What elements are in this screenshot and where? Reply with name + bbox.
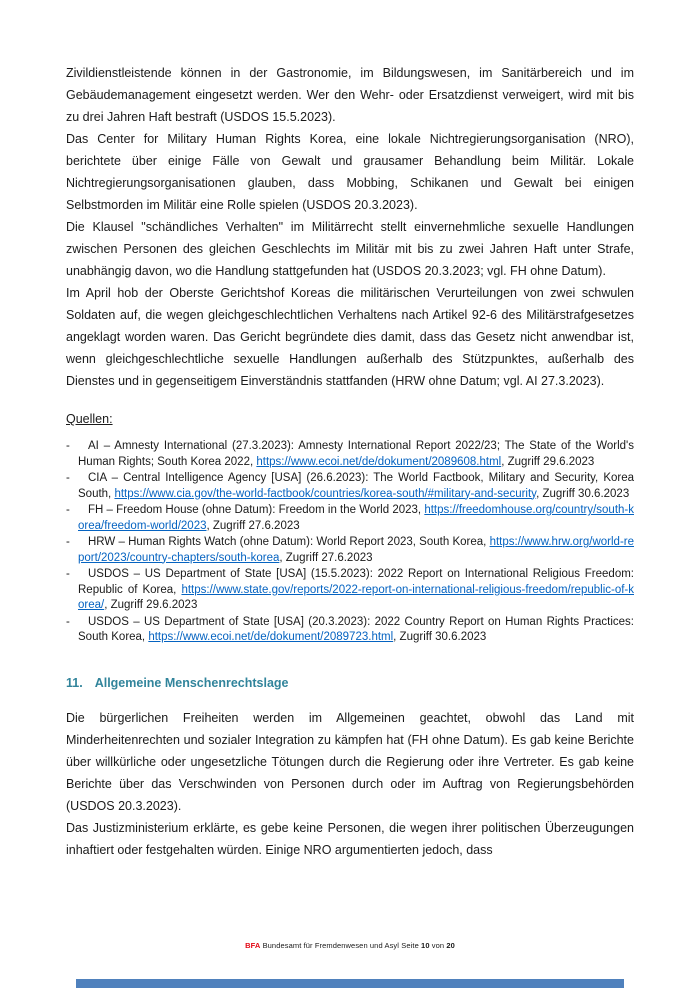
paragraph-gerichtshof-urteil: Im April hob der Oberste Gerichtshof Koreas die militärischen Verurteilungen von zwei schwulen Soldaten auf, die wegen gleichgeschlechtlichen Verhaltens nach Artikel 92-6 des Militärstrafgesetzes angeklagt worden waren. Das Gericht begründete dies damit, dass das Gesetz nicht anwendbar ist, wenn gleichgeschlechtliche sexuelle Handlungen außerhalb des Stützpunktes, außerhalb des Dienstes und in gegenseitigem Einverständnis stattfanden (HRW ohne Datum; vgl. AI 27.3.2023). xyxy=(66,286,634,388)
list-dash: - xyxy=(66,472,70,484)
source-text: , Zugriff 30.6.2023 xyxy=(393,631,487,643)
source-text: CIA – Central Intelligence Agency [USA] (26.6.2023): The World Factbook, Military and Security, Korea South, xyxy=(78,472,634,500)
list-dash: - xyxy=(66,615,70,628)
source-text: AI – Amnesty International (27.3.2023): Amnesty International Report 2022/23; The State of the World's Human Rights; South Korea 2022, xyxy=(78,440,634,468)
source-text: , Zugriff 29.6.2023 xyxy=(104,599,198,611)
list-dash: - xyxy=(66,504,70,516)
source-text: HRW – Human Rights Watch (ohne Datum): World Report 2023, South Korea, xyxy=(88,536,490,548)
paragraph-justizministerium: Das Justizministerium erklärte, es gebe keine Personen, die wegen ihrer politischen Überzeugungen inhaftiert oder festgehalten würden. Einige NRO argumentierten jedoch, dass xyxy=(66,820,634,857)
body-text-block xyxy=(66,62,634,392)
source-text: USDOS – US Department of State [USA] (20.3.2023): 2022 Country Report on Human Rights Practices: South Korea, xyxy=(78,615,634,643)
footer-of-label: von xyxy=(431,941,445,950)
sources-heading-label: Quellen: xyxy=(66,412,113,426)
section-number: 11. xyxy=(66,675,83,690)
list-dash: - xyxy=(66,536,70,548)
source-item xyxy=(66,567,634,614)
source-link[interactable]: https://www.hrw.org/world-report/2023/country-chapters/south-korea xyxy=(78,536,634,564)
sources-heading xyxy=(66,408,634,430)
page-footer xyxy=(0,941,700,950)
footer-page-number: 10 xyxy=(421,941,430,950)
sources-list xyxy=(66,439,634,646)
next-page-edge-band xyxy=(76,979,624,988)
paragraph-buergerliche-freiheiten: Die bürgerlichen Freiheiten werden im Allgemeinen geachtet, obwohl das Land mit Minderheitenrechten und sozialer Integration zu kämpfen hat (FH ohne Datum). Es gab keine Berichte über willkürliche oder ungesetzliche Tötungen durch die Regierung oder ihre Vertreter. Es gab keine Berichte über das Verschwinden von Personen durch oder im Auftrag von Regierungsbehörden (USDOS 20.3.2023). xyxy=(66,710,634,813)
list-dash: - xyxy=(66,568,70,580)
source-item xyxy=(66,503,634,534)
footer-total-pages: 20 xyxy=(446,941,455,950)
source-text: , Zugriff 30.6.2023 xyxy=(536,487,630,500)
source-link[interactable]: https://freedomhouse.org/country/south-korea/freedom-world/2023 xyxy=(78,504,634,532)
source-item xyxy=(66,471,634,502)
source-link[interactable]: https://www.cia.gov/the-world-factbook/countries/korea-south/#military-and-security xyxy=(114,487,537,500)
list-dash: - xyxy=(66,440,70,452)
section-body-block xyxy=(66,707,634,861)
source-text: , Zugriff 27.6.2023 xyxy=(206,519,300,532)
source-link[interactable]: https://www.state.gov/reports/2022-report-on-international-religious-freedom/republic-of-korea/ xyxy=(78,583,634,611)
source-item xyxy=(66,439,634,470)
paragraph-military-human-rights: Das Center for Military Human Rights Korea, eine lokale Nichtregierungsorganisation (NRO), berichtete über einige Fälle von Gewalt und grausamer Behandlung beim Militär. Lokale Nichtregierungsorganisationen glauben, dass Mobbing, Schikanen und Gewalt bei einigen Selbstmorden im Militär eine Rolle spielen (USDOS 20.3.2023). xyxy=(66,132,634,212)
source-text: FH – Freedom House (ohne Datum): Freedom in the World 2023, xyxy=(88,504,425,516)
source-item xyxy=(66,615,634,646)
paragraph-militaerrecht-klausel: Die Klausel "schändliches Verhalten" im Militärrecht stellt einvernehmliche sexuelle Handlungen zwischen Personen des gleichen Geschlechts im Militär mit bis zu zwei Jahren Haft unter Strafe, unabhängig davon, wo die Handlung stattgefunden hat (USDOS 20.3.2023; vgl. FH ohne Datum). xyxy=(66,220,634,278)
source-link[interactable]: https://www.ecoi.net/de/dokument/2089723.html xyxy=(148,631,394,643)
source-item xyxy=(66,535,634,566)
source-link[interactable]: https://www.ecoi.net/de/dokument/2089608.html xyxy=(256,455,502,468)
paragraph-zivildienst: Zivildienstleistende können in der Gastronomie, im Bildungswesen, im Sanitärbereich und im Gebäudemanagement eingesetzt werden. Wer den Wehr- oder Ersatzdienst verweigert, wird mit bis zu drei Jahren Haft bestraft (USDOS 15.5.2023). xyxy=(66,66,634,124)
source-text: USDOS – US Department of State [USA] (15.5.2023): 2022 Report on International Religious Freedom: Republic of Korea, xyxy=(78,568,634,596)
footer-org-abbr: BFA xyxy=(245,941,261,950)
source-text: , Zugriff 29.6.2023 xyxy=(501,455,595,468)
section-title: Allgemeine Menschenrechtslage xyxy=(94,675,289,690)
section-heading xyxy=(66,676,634,690)
source-text: , Zugriff 27.6.2023 xyxy=(279,551,373,564)
footer-page-label: Seite xyxy=(401,941,419,950)
footer-org-name: Bundesamt für Fremdenwesen und Asyl xyxy=(262,941,400,950)
